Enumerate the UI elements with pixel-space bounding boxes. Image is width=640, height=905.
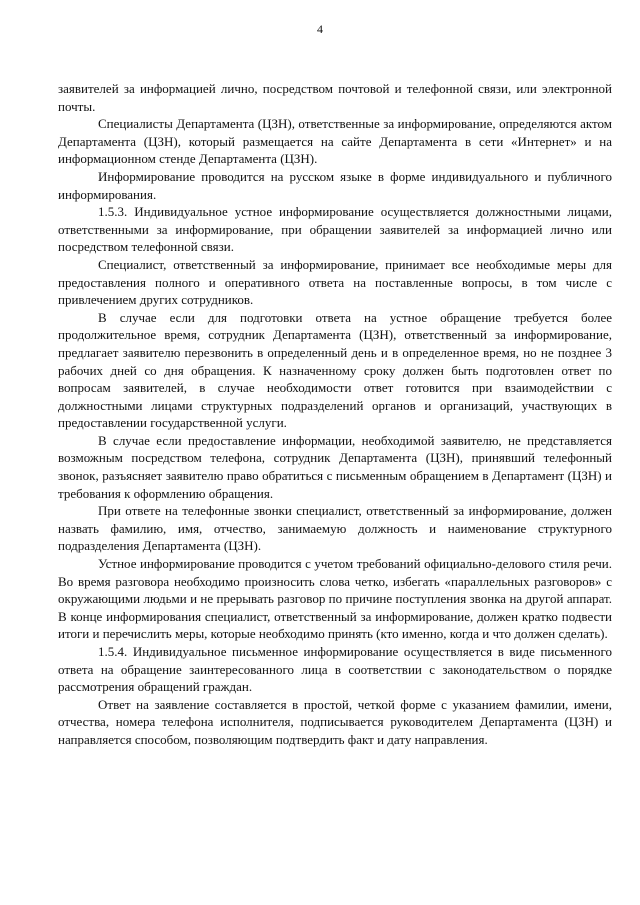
page-number: 4	[317, 22, 323, 36]
paragraph-oral-style: Устное информирование проводится с учетом требований официально-делового стиля речи. Во время разговора необходимо произносить слова четко, избегать «параллельных разговоров» с окружающими людьми и не прерывать разговор по причине поступления звонка на другой аппарат. В конце информирования специалист, ответственный за информирование, должен кратко подвести итоги и перечислить меры, которые необходимо принять (кто именно, когда и что должен сделать).	[58, 556, 612, 642]
paragraph-specialists: Специалисты Департамента (ЦЗН), ответственные за информирование, определяются актом Департамента (ЦЗН), который размещается на сайте Департамента в сети «Интернет» и на информационном стенде Департамента (ЦЗН).	[58, 116, 612, 167]
paragraph-extended-time: В случае если для подготовки ответа на устное обращение требуется более продолжительное время, сотрудник Департамента (ЦЗН), ответственный за информирование, предлагает заявителю перезвонить в определенный день и в определенное время, но не позднее 3 рабочих дней со дня обращения. К назначенному сроку должен быть подготовлен ответ по вопросам заявителей, в случае необходимости ответ готовится при взаимодействии с должностными лицами структурных подразделений органов и организаций, участвующих в предоставлении государственной услуги.	[58, 309, 612, 431]
paragraph-phone-answer: При ответе на телефонные звонки специалист, ответственный за информирование, должен назвать фамилию, имя, отчество, занимаемую должность и наименование структурного подразделения Департамента (ЦЗН).	[58, 503, 612, 554]
paragraph-written-answer: Ответ на заявление составляется в простой, четкой форме с указанием фамилии, имени, отчества, номера телефона исполнителя, подписывается руководителем Департамента (ЦЗН) и направляется способом, позволяющим подтвердить факт и дату направления.	[58, 696, 612, 747]
paragraph-phone-impossible: В случае если предоставление информации, необходимой заявителю, не представляется возможным посредством телефона, сотрудник Департамента (ЦЗН), принявший телефонный звонок, разъясняет заявителю право обратиться с письменным обращением в Департамент (ЦЗН) и требования к оформлению обращения.	[58, 432, 612, 501]
paragraph-specialist-measures: Специалист, ответственный за информирование, принимает все необходимые меры для предоставления полного и оперативного ответа на поставленные вопросы, в том числе с привлечением других сотрудников.	[58, 256, 612, 308]
paragraph-1-5-3: 1.5.3. Индивидуальное устное информирование осуществляется должностными лицами, ответственными за информирование, при обращении заявителей за информацией лично или посредством телефонной связи.	[58, 204, 612, 255]
paragraph-language: Информирование проводится на русском языке в форме индивидуального и публичного информирования.	[58, 168, 612, 202]
paragraph-continuation: заявителей за информацией лично, посредством почтовой и телефонной связи, или электронной почты.	[58, 81, 612, 114]
document-body	[58, 80, 612, 749]
paragraph-1-5-4: 1.5.4. Индивидуальное письменное информирование осуществляется в виде письменного ответа на обращение заинтересованного лица в соответствии с законодательством о порядке рассмотрения обращений граждан.	[58, 644, 612, 695]
